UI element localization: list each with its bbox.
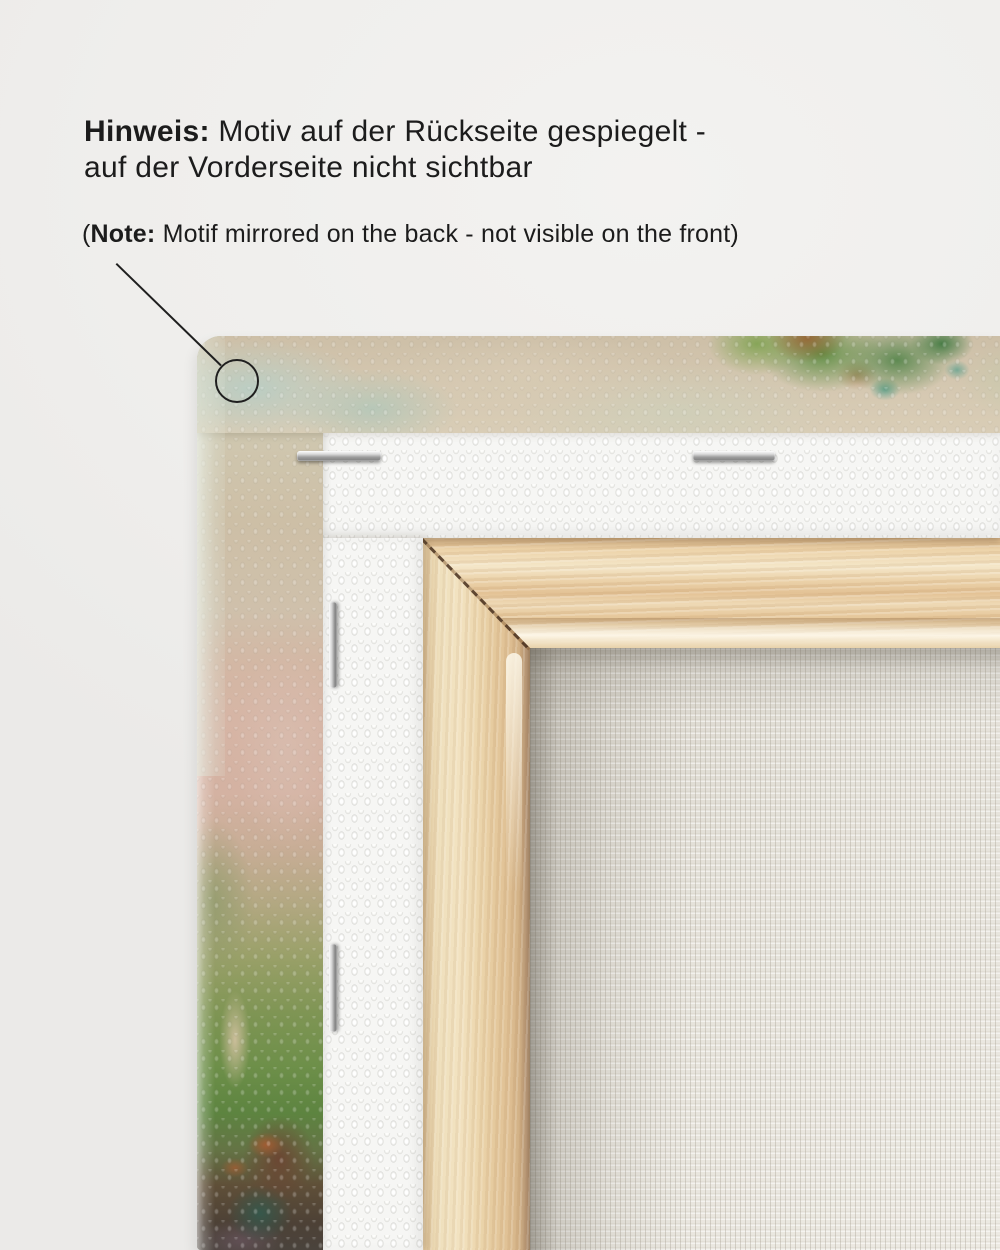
note-german-line2: auf der Vorderseite nicht sichtbar bbox=[84, 151, 533, 184]
painted-motif-top-edge bbox=[197, 336, 1000, 433]
note-english-label: Note: bbox=[90, 220, 156, 248]
canvas-fold-strip-left bbox=[322, 538, 423, 1250]
canvas-back-photo bbox=[197, 336, 1000, 1250]
staple bbox=[297, 451, 381, 461]
callout-line bbox=[115, 263, 221, 366]
staple bbox=[329, 944, 337, 1032]
canvas-corner-flap bbox=[197, 336, 225, 776]
canvas-back-panel bbox=[530, 648, 1000, 1250]
note-german-line1 bbox=[84, 114, 706, 150]
note-english-text: Motif mirrored on the back - not visible on the front) bbox=[155, 220, 739, 248]
note-english-paren: ( bbox=[82, 220, 91, 248]
note-german bbox=[84, 114, 706, 186]
staple bbox=[693, 451, 775, 461]
staple bbox=[329, 602, 337, 688]
stretcher-bar-left bbox=[423, 538, 530, 1250]
note-english bbox=[82, 219, 739, 250]
note-german-line1-text: Motiv auf der Rückseite gespiegelt - bbox=[209, 115, 707, 148]
callout-circle bbox=[215, 359, 259, 403]
canvas-fold-strip-top bbox=[235, 433, 1000, 538]
note-german-label: Hinweis: bbox=[84, 115, 210, 148]
